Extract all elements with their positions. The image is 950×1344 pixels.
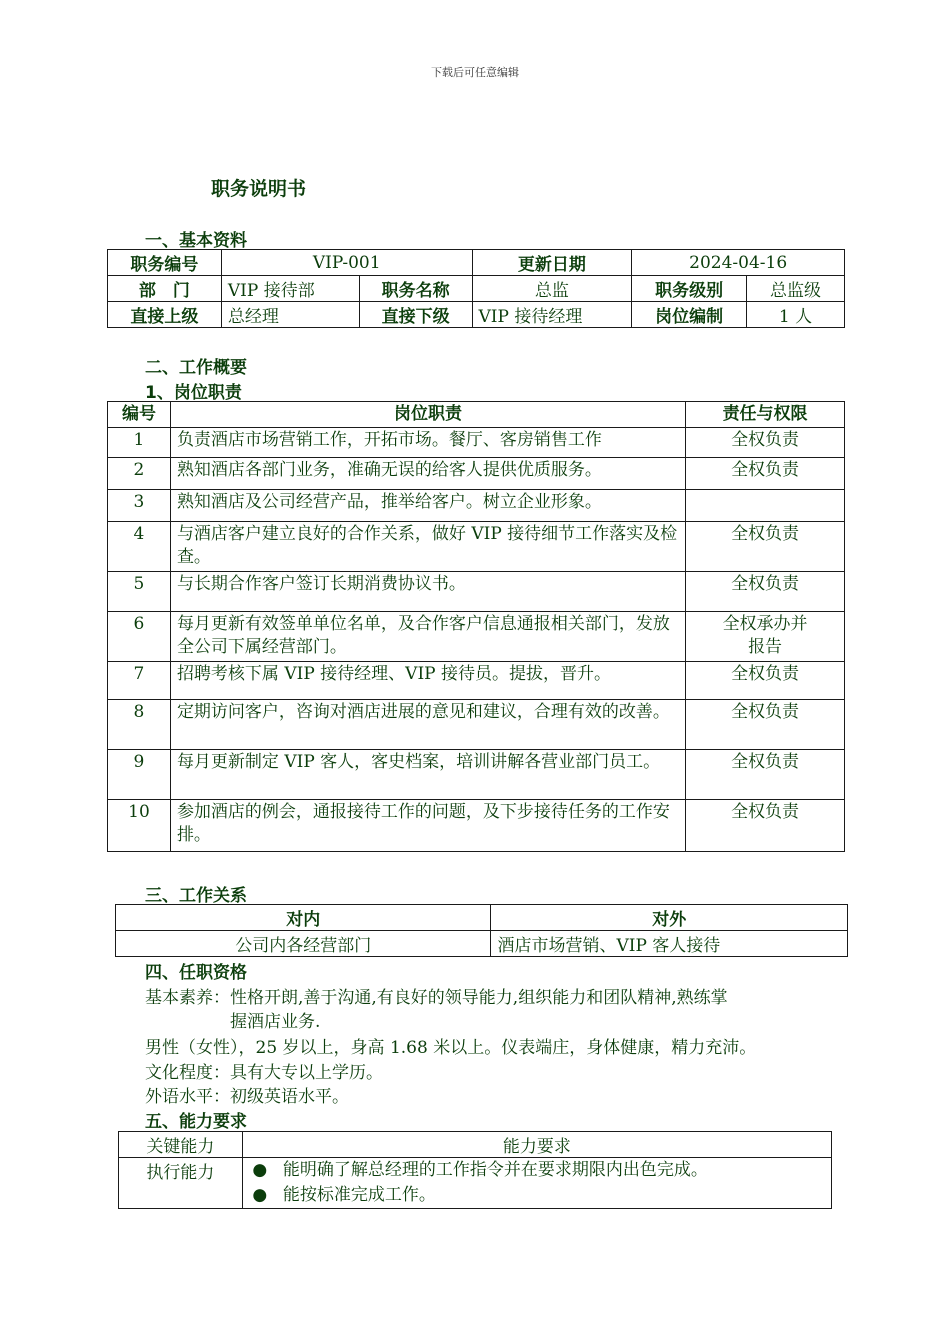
duties-header-auth: 责任与权限 xyxy=(686,402,845,428)
update-date-value: 2024-04-16 xyxy=(632,250,845,276)
duty-auth: 全权承办并报告 xyxy=(686,612,845,662)
relations-inner-header: 对内 xyxy=(116,905,491,931)
duty-text: 熟知酒店及公司经营产品，推举给客户。树立企业形象。 xyxy=(170,490,685,522)
duty-no: 6 xyxy=(108,612,171,662)
duty-no: 7 xyxy=(108,662,171,700)
qualification-language: 外语水平：初级英语水平。 xyxy=(145,1087,349,1107)
qualification-basic: 基本素养：性格开朗,善于沟通,有良好的领导能力,组织能力和团队精神,熟练掌 xyxy=(145,988,728,1008)
duty-text: 定期访问客户，咨询对酒店进展的意见和建议，合理有效的改善。 xyxy=(170,700,685,750)
subordinate-label: 直接下级 xyxy=(359,302,472,328)
job-name-value: 总监 xyxy=(472,276,632,302)
qualification-basic-cont: 握酒店业务. xyxy=(230,1012,321,1032)
duty-text: 负责酒店市场营销工作，开拓市场。餐厅、客房销售工作 xyxy=(170,428,685,458)
duty-text: 招聘考核下属 VIP 接待经理、VIP 接待员。提拔，晋升。 xyxy=(170,662,685,700)
table-row xyxy=(108,490,845,522)
duty-text: 参加酒店的例会，通报接待工作的问题，及下步接待任务的工作安排。 xyxy=(170,800,685,852)
duty-no: 9 xyxy=(108,750,171,800)
section-qualifications: 四、任职资格 xyxy=(145,963,247,983)
update-date-label: 更新日期 xyxy=(472,250,632,276)
relations-outer-value: 酒店市场营销、VIP 客人接待 xyxy=(491,931,848,957)
list-item xyxy=(243,1183,825,1208)
relations-inner-value: 公司内各经营部门 xyxy=(116,931,491,957)
duty-auth: 全权负责 xyxy=(686,522,845,572)
table-row xyxy=(108,458,845,490)
section-work-relations: 三、工作关系 xyxy=(145,886,247,906)
subordinate-value: VIP 接待经理 xyxy=(472,302,632,328)
duty-text: 每月更新有效签单单位名单，及合作客户信息通报相关部门，发放全公司下属经营部门。 xyxy=(170,612,685,662)
headcount-label: 岗位编制 xyxy=(632,302,747,328)
section-ability: 五、能力要求 xyxy=(145,1112,247,1132)
table-row xyxy=(108,522,845,572)
duties-table xyxy=(107,401,845,852)
table-row xyxy=(108,750,845,800)
duty-auth xyxy=(686,490,845,522)
job-no-value: VIP-001 xyxy=(221,250,472,276)
headcount-value: 1 人 xyxy=(747,302,845,328)
ability-table xyxy=(118,1131,832,1209)
superior-value: 总经理 xyxy=(221,302,359,328)
section-work-overview: 二、工作概要 xyxy=(145,358,247,378)
dept-value: VIP 接待部 xyxy=(221,276,359,302)
ability-req-header: 能力要求 xyxy=(242,1132,831,1158)
duty-auth: 全权负责 xyxy=(686,572,845,612)
header-note: 下载后可任意编辑 xyxy=(431,66,519,79)
dept-label: 部 门 xyxy=(108,276,222,302)
job-level-value: 总监级 xyxy=(747,276,845,302)
qualification-profile: 男性（女性），25 岁以上，身高 1.68 米以上。仪表端庄，身体健康，精力充沛。 xyxy=(145,1038,757,1058)
table-row xyxy=(108,800,845,852)
duty-no: 1 xyxy=(108,428,171,458)
qualification-education: 文化程度：具有大专以上学历。 xyxy=(145,1063,383,1083)
basic-info-table xyxy=(107,249,845,328)
duty-no: 3 xyxy=(108,490,171,522)
duty-auth: 全权负责 xyxy=(686,700,845,750)
table-row xyxy=(108,612,845,662)
ability-item-text: 能明确了解总经理的工作指令并在要求期限内出色完成。 xyxy=(282,1160,708,1180)
table-row xyxy=(108,662,845,700)
ability-key-header: 关键能力 xyxy=(119,1132,243,1158)
duty-auth: 全权负责 xyxy=(686,458,845,490)
document-title: 职务说明书 xyxy=(211,178,307,200)
duty-no: 8 xyxy=(108,700,171,750)
duty-auth: 全权负责 xyxy=(686,800,845,852)
ability-item-text: 能按标准完成工作。 xyxy=(282,1185,436,1205)
job-name-label: 职务名称 xyxy=(359,276,472,302)
job-level-label: 职务级别 xyxy=(632,276,747,302)
duty-auth: 全权负责 xyxy=(686,428,845,458)
duty-text: 熟知酒店各部门业务，准确无误的给客人提供优质服务。 xyxy=(170,458,685,490)
duty-text: 与长期合作客户签订长期消费协议书。 xyxy=(170,572,685,612)
duty-text: 每月更新制定 VIP 客人，客史档案，培训讲解各营业部门员工。 xyxy=(170,750,685,800)
relations-table xyxy=(115,904,848,957)
duties-header-duty: 岗位职责 xyxy=(170,402,685,428)
relations-outer-header: 对外 xyxy=(491,905,848,931)
duty-no: 2 xyxy=(108,458,171,490)
bullet-icon: ● xyxy=(252,1160,268,1180)
table-row xyxy=(108,700,845,750)
superior-label: 直接上级 xyxy=(108,302,222,328)
table-row xyxy=(108,428,845,458)
subsection-duties: 1、岗位职责 xyxy=(145,383,242,403)
ability-row-label: 执行能力 xyxy=(119,1158,243,1209)
table-row xyxy=(108,572,845,612)
list-item xyxy=(243,1158,825,1183)
duty-no: 5 xyxy=(108,572,171,612)
job-no-label: 职务编号 xyxy=(108,250,222,276)
duty-no: 10 xyxy=(108,800,171,852)
duty-auth: 全权负责 xyxy=(686,750,845,800)
duty-auth: 全权负责 xyxy=(686,662,845,700)
section-basic-info: 一、基本资料 xyxy=(145,231,247,251)
duties-header-no: 编号 xyxy=(108,402,171,428)
bullet-icon: ● xyxy=(252,1185,268,1205)
duty-text: 与酒店客户建立良好的合作关系，做好 VIP 接待细节工作落实及检查。 xyxy=(170,522,685,572)
duty-no: 4 xyxy=(108,522,171,572)
